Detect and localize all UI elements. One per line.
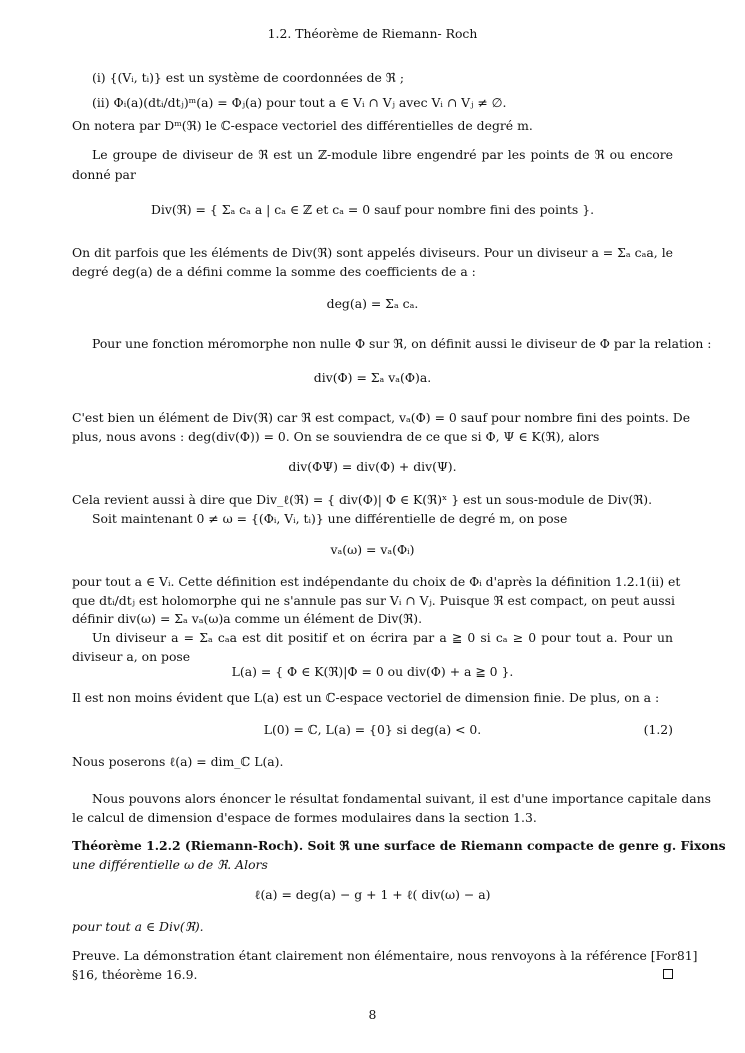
text-line: Cela revient aussi à dire que Div_ℓ(ℜ) = { div(Φ)| Φ ∈ K(ℜ)ˣ } est un sous-module de Div(ℜ).	[72, 492, 653, 507]
equation-div-phi: div(Φ) = Σₐ vₐ(Φ)a.	[313, 370, 432, 385]
text-line: Soit maintenant 0 ≠ ω = {(Φᵢ, Vᵢ, tᵢ)} une différentielle de degré m, on pose	[92, 511, 568, 526]
text-line: le calcul de dimension d'espace de formes modulaires dans la section 1.3.	[72, 810, 537, 825]
theorem-text: une différentielle ω de ℜ. Alors	[72, 857, 268, 872]
equation-riemann-roch: ℓ(a) = deg(a) − g + 1 + ℓ( div(ω) − a)	[254, 887, 491, 902]
theorem-heading: Théorème 1.2.2 (Riemann-Roch). Soit ℜ une surface de Riemann compacte de genre g. Fixons	[72, 838, 726, 853]
qed-box	[663, 969, 673, 979]
text-line: On notera par Dᵐ(ℜ) le ℂ-espace vectoriel des différentielles de degré m.	[72, 118, 533, 133]
text-line: Le groupe de diviseur de ℜ est un ℤ-module libre engendré par les points de ℜ ou encore	[92, 147, 673, 162]
text-line: On dit parfois que les éléments de Div(ℜ) sont appelés diviseurs. Pour un diviseur a = Σₐ cₐa, le	[72, 245, 673, 260]
equation-div: Div(ℜ) = { Σₐ cₐ a | cₐ ∈ ℤ et cₐ = 0 sauf pour nombre fini des points }.	[150, 202, 595, 217]
text-line: Nous pouvons alors énoncer le résultat fondamental suivant, il est d'une importance capitale dans	[92, 791, 711, 806]
page-number: 8	[368, 1007, 377, 1022]
equation-deg: deg(a) = Σₐ cₐ.	[326, 296, 419, 311]
proof-line: Preuve. La démonstration étant clairement non élémentaire, nous renvoyons à la référence [For81]	[72, 948, 698, 963]
theorem-text: pour tout a ∈ Div(ℜ).	[72, 919, 204, 934]
text-line: Pour une fonction méromorphe non nulle Φ sur ℜ, on définit aussi le diviseur de Φ par la relation :	[92, 336, 712, 351]
text-line: diviseur a, on pose	[72, 649, 191, 664]
text-line: C'est bien un élément de Div(ℜ) car ℜ est compact, vₐ(Φ) = 0 sauf pour nombre fini des points. De	[72, 410, 691, 425]
equation-L0: L(0) = ℂ, L(a) = {0} si deg(a) < 0.	[263, 722, 482, 737]
text-line: plus, nous avons : deg(div(Φ)) = 0. On se souviendra de ce que si Φ, Ψ ∈ K(ℜ), alors	[72, 429, 600, 444]
text-line: définir div(ω) = Σₐ vₐ(ω)a comme un élément de Div(ℜ).	[72, 611, 423, 626]
text-line: donné par	[72, 167, 136, 182]
text-line: Un diviseur a = Σₐ cₐa est dit positif et on écrira par a ≧ 0 si cₐ ≥ 0 pour tout a. Pour un	[92, 630, 673, 645]
running-header: 1.2. Théorème de Riemann- Roch	[267, 26, 478, 41]
equation-div-product: div(ΦΨ) = div(Φ) + div(Ψ).	[288, 459, 457, 474]
text-line: que dtᵢ/dtⱼ est holomorphe qui ne s'annule pas sur Vᵢ ∩ Vⱼ. Puisque ℜ est compact, on peut aussi	[72, 593, 675, 608]
text-line: degré deg(a) de a défini comme la somme des coefficients de a :	[72, 264, 476, 279]
text-line: Il est non moins évident que L(a) est un ℂ-espace vectoriel de dimension finie. De plus, on a :	[72, 690, 660, 705]
equation-valuation: vₐ(ω) = vₐ(Φᵢ)	[330, 542, 415, 557]
list-item-i: (i) {(Vᵢ, tᵢ)} est un système de coordonnées de ℜ ;	[92, 70, 404, 85]
equation-number: (1.2)	[643, 722, 673, 737]
equation-row-1-2	[72, 722, 673, 738]
equation-L: L(a) = { Φ ∈ K(ℜ)|Φ = 0 ou div(Φ) + a ≧ 0 }.	[231, 664, 514, 679]
text-line: pour tout a ∈ Vᵢ. Cette définition est indépendante du choix de Φᵢ d'après la définition 1.2.1(ii) et	[72, 574, 681, 589]
text-line: Nous poserons ℓ(a) = dim_ℂ L(a).	[72, 754, 284, 769]
list-item-ii: (ii) Φᵢ(a)(dtᵢ/dtⱼ)ᵐ(a) = Φⱼ(a) pour tout a ∈ Vᵢ ∩ Vⱼ avec Vᵢ ∩ Vⱼ ≠ ∅.	[92, 95, 507, 110]
proof-line: §16, théorème 16.9.	[72, 967, 198, 982]
